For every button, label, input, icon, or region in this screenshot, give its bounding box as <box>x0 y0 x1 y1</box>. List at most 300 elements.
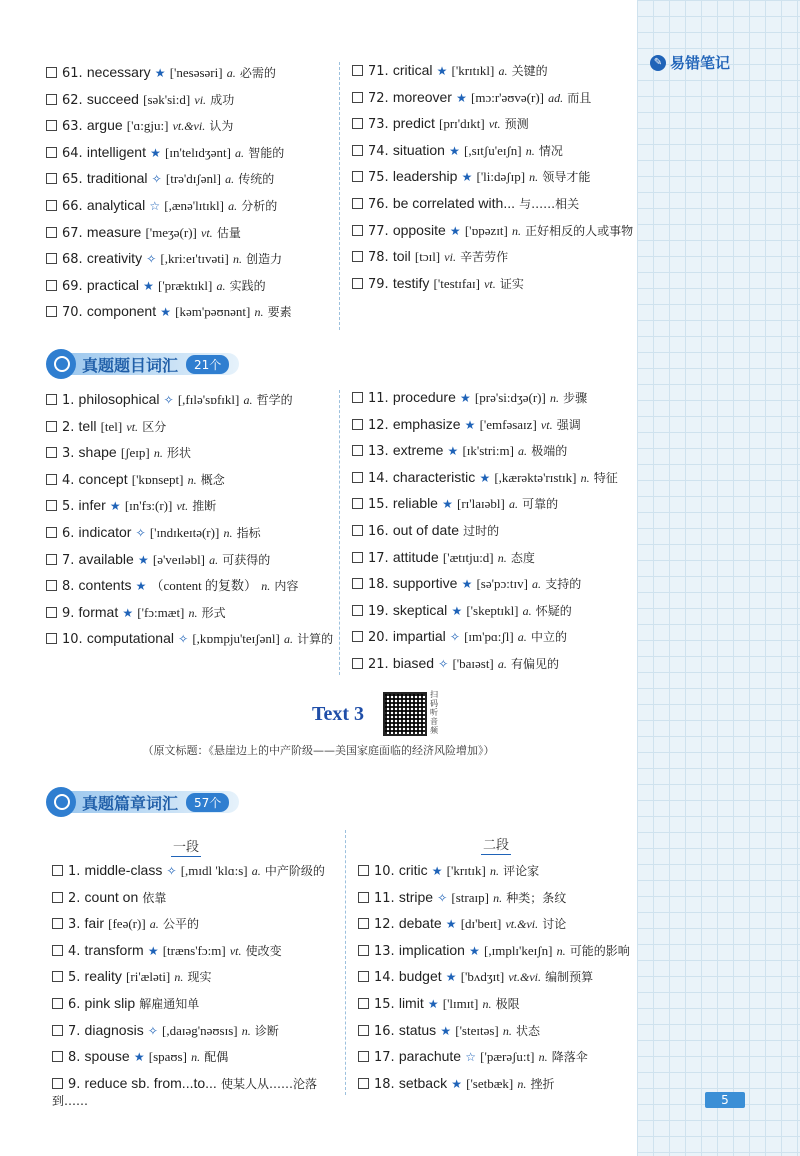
entry-meaning: 传统的 <box>238 172 275 187</box>
checkbox-icon[interactable] <box>352 605 363 616</box>
entry-part-of-speech: vt. <box>488 117 501 132</box>
entry-pronunciation: ['baɪəst] <box>452 655 494 671</box>
checkbox-icon[interactable] <box>352 552 363 563</box>
entry-number: 1. <box>62 393 75 408</box>
entry-number: 14. <box>374 970 395 986</box>
entry-part-of-speech: n. <box>153 446 163 461</box>
entry-word: format <box>78 603 119 620</box>
entry-part-of-speech: n. <box>489 864 499 878</box>
entry-meaning: 必需的 <box>239 66 276 80</box>
checkbox-icon[interactable] <box>358 1025 369 1036</box>
vocab-entry <box>352 62 633 89</box>
vocab-entry <box>52 1075 327 1119</box>
entry-meaning: 有偏见的 <box>511 656 560 671</box>
checkbox-icon[interactable] <box>352 251 363 262</box>
entry-number: 16. <box>368 523 389 539</box>
entry-pronunciation: ['krɪtɪk] <box>446 863 486 878</box>
entry-part-of-speech: n. <box>493 890 503 905</box>
entry-word: practical <box>86 276 139 293</box>
entry-pronunciation: [feə(r)] <box>108 916 146 932</box>
checkbox-icon[interactable] <box>352 145 363 156</box>
entry-word: contents <box>78 577 132 594</box>
entry-pronunciation: ['steɪtəs] <box>455 1022 499 1038</box>
entry-number: 4. <box>62 472 75 488</box>
vocab-entry <box>352 248 633 275</box>
checkbox-icon[interactable] <box>46 67 57 78</box>
checkbox-icon[interactable] <box>352 445 363 456</box>
entry-word: testify <box>392 274 430 291</box>
entry-part-of-speech: n. <box>187 472 197 487</box>
entry-pronunciation: [ə'veɪləbl] <box>152 551 206 567</box>
entry-part-of-speech: n. <box>223 525 233 540</box>
entry-word: pink slip <box>84 994 136 1011</box>
entry-number: 13. <box>368 444 389 460</box>
entry-number: 4. <box>68 943 81 959</box>
entry-meaning: 预测 <box>504 117 529 132</box>
entry-pronunciation: [tel] <box>100 418 123 434</box>
importance-star-icon: ✧ <box>151 172 162 187</box>
checkbox-icon[interactable] <box>46 447 57 458</box>
entry-meaning: 成功 <box>210 92 235 107</box>
checkbox-icon[interactable] <box>352 498 363 509</box>
entry-pronunciation: ['ɪndɪkeɪtə(r)] <box>149 524 220 540</box>
paragraph-label-2: 二段 <box>476 834 516 855</box>
entry-meaning: 分析的 <box>241 198 278 213</box>
checkbox-icon[interactable] <box>46 394 57 405</box>
entry-meaning: 领导才能 <box>542 170 591 185</box>
pencil-icon: ✎ <box>650 55 666 71</box>
entry-number: 18. <box>368 577 389 593</box>
entry-pronunciation: [,kri:eɪ'tɪvəti] <box>160 251 229 267</box>
vocab-entry <box>352 442 618 469</box>
entry-number: 11. <box>374 890 395 906</box>
checkbox-icon[interactable] <box>46 474 57 485</box>
importance-star-icon: ✧ <box>147 1023 158 1038</box>
entry-number: 15. <box>374 996 395 1012</box>
entry-pronunciation: ['setbæk] <box>466 1075 514 1091</box>
importance-star-icon: ★ <box>431 864 443 878</box>
entry-word: transform <box>84 941 144 958</box>
importance-star-icon: ✧ <box>178 632 189 647</box>
importance-star-icon: ★ <box>135 579 147 594</box>
importance-star-icon: ★ <box>122 605 134 620</box>
entry-word: diagnosis <box>84 1021 144 1038</box>
entry-number: 68. <box>62 252 83 268</box>
entry-word: count on <box>84 888 139 905</box>
checkbox-icon[interactable] <box>358 998 369 1009</box>
checkbox-icon[interactable] <box>46 607 57 618</box>
entry-number: 66. <box>62 198 83 214</box>
entry-part-of-speech: n. <box>556 943 566 958</box>
importance-star-icon: ✧ <box>135 525 146 540</box>
entry-number: 79. <box>368 276 389 292</box>
qr-code-icon[interactable] <box>383 692 427 736</box>
entry-word: fair <box>84 915 104 932</box>
entry-meaning: 计算的 <box>297 632 334 647</box>
importance-star-icon: ✧ <box>437 890 448 905</box>
checkbox-icon[interactable] <box>358 892 369 903</box>
entry-word: out of date <box>392 521 459 538</box>
checkbox-icon[interactable] <box>358 865 369 876</box>
entry-pronunciation: [ɪk'stri:m] <box>462 443 514 459</box>
entry-pronunciation: [,fɪlə'sɒfɪkl] <box>177 392 240 407</box>
entry-pronunciation: ['testɪfaɪ] <box>433 275 480 291</box>
vocab-entry <box>46 418 333 445</box>
entry-part-of-speech: vi. <box>444 250 456 265</box>
entry-word: intelligent <box>86 143 146 160</box>
entry-meaning: 评论家 <box>503 864 540 878</box>
checkbox-icon[interactable] <box>46 580 57 591</box>
entry-meaning: 哲学的 <box>256 393 293 407</box>
entry-part-of-speech: a. <box>518 444 528 459</box>
entry-word: status <box>398 1021 437 1038</box>
entry-word: moreover <box>392 88 452 105</box>
entry-pronunciation: [ʃeɪp] <box>120 445 150 461</box>
vocab-entry <box>352 195 633 222</box>
entry-word: supportive <box>392 575 458 592</box>
entry-part-of-speech: a. <box>497 656 507 671</box>
vocab-entry <box>46 471 333 498</box>
checkbox-icon[interactable] <box>52 865 63 876</box>
vocab-entry <box>46 170 292 197</box>
vocab-entry <box>46 604 333 631</box>
checkbox-icon[interactable] <box>352 419 363 430</box>
vocab-entry <box>352 522 618 549</box>
importance-star-icon: ☆ <box>149 198 161 213</box>
vocab-entry <box>358 1022 630 1049</box>
checkbox-icon[interactable] <box>352 472 363 483</box>
entry-pronunciation: ['krɪtɪkl] <box>451 63 495 78</box>
checkbox-icon[interactable] <box>352 525 363 536</box>
entry-word: leadership <box>392 168 458 185</box>
checkbox-icon[interactable] <box>46 147 57 158</box>
entry-meaning: 智能的 <box>248 145 285 160</box>
entry-part-of-speech: a. <box>251 864 261 878</box>
entry-pronunciation: ['lɪmɪt] <box>442 995 479 1011</box>
entry-meaning: 现实 <box>187 970 212 985</box>
checkbox-icon[interactable] <box>52 971 63 982</box>
importance-star-icon: ★ <box>451 603 463 618</box>
checkbox-icon[interactable] <box>352 631 363 642</box>
checkbox-icon[interactable] <box>352 198 363 209</box>
entry-number: 78. <box>368 250 389 266</box>
entry-part-of-speech: a. <box>522 603 532 618</box>
entry-pronunciation: ['bʌdʒɪt] <box>460 969 505 985</box>
vocab-entry <box>46 630 333 657</box>
vocab-entry <box>352 389 618 416</box>
checkbox-icon[interactable] <box>46 200 57 211</box>
entry-number: 19. <box>368 603 389 619</box>
checkbox-icon[interactable] <box>46 527 57 538</box>
note-tag <box>650 52 730 73</box>
entry-number: 61. <box>62 66 83 81</box>
entry-pronunciation: [,sɪtʃu'eɪʃn] <box>464 142 522 158</box>
importance-star-icon: ✧ <box>438 656 449 671</box>
importance-star-icon: ★ <box>147 943 159 958</box>
entry-pronunciation: [prɪ'dɪkt] <box>439 116 485 132</box>
entry-meaning: 证实 <box>499 276 524 291</box>
importance-star-icon: ★ <box>427 996 439 1011</box>
checkbox-icon[interactable] <box>46 421 57 432</box>
entry-part-of-speech: a. <box>228 198 238 213</box>
checkbox-icon[interactable] <box>46 280 57 291</box>
entry-pronunciation: ['ætɪtju:d] <box>442 549 494 565</box>
entry-part-of-speech: n. <box>482 996 492 1011</box>
checkbox-icon[interactable] <box>46 120 57 131</box>
checkbox-icon[interactable] <box>352 658 363 669</box>
entry-meaning: 可能的影响 <box>569 943 630 958</box>
importance-star-icon: ★ <box>442 497 453 512</box>
vocab-entry <box>352 275 633 302</box>
entry-pronunciation: [ɪn'telɪdʒənt] <box>165 144 231 160</box>
importance-star-icon: ★ <box>456 90 467 105</box>
vocab-entry <box>352 416 618 443</box>
checkbox-icon[interactable] <box>352 392 363 403</box>
importance-star-icon: ✧ <box>146 252 157 267</box>
entry-part-of-speech: ad. <box>548 90 564 105</box>
checkbox-icon[interactable] <box>358 1051 369 1062</box>
entry-part-of-speech: a. <box>226 66 236 80</box>
vocab-entry <box>352 628 618 655</box>
entry-number: 12. <box>368 417 389 433</box>
entry-word: limit <box>398 994 424 1011</box>
entry-number: 15. <box>368 497 389 513</box>
entry-number: 65. <box>62 172 83 188</box>
entry-part-of-speech: vt. <box>484 276 496 291</box>
entry-pronunciation: [træns'fɔ:m] <box>162 942 226 958</box>
checkbox-icon[interactable] <box>352 171 363 182</box>
vocab-entry <box>352 89 633 116</box>
vocab-entry <box>352 168 633 195</box>
entry-number: 71. <box>368 64 389 79</box>
entry-word: predict <box>392 115 435 132</box>
checkbox-icon[interactable] <box>52 998 63 1009</box>
entry-pronunciation: ['emfəsaɪz] <box>479 416 537 432</box>
checkbox-icon[interactable] <box>46 253 57 264</box>
vocab-entry <box>52 1022 327 1049</box>
entry-part-of-speech: n. <box>529 170 539 185</box>
entry-word: philosophical <box>78 391 160 407</box>
vocab-entry <box>46 391 333 418</box>
entry-number: 7. <box>62 552 75 568</box>
checkbox-icon[interactable] <box>46 173 57 184</box>
importance-star-icon: ★ <box>436 64 448 78</box>
checkbox-icon[interactable] <box>52 1051 63 1062</box>
checkbox-icon[interactable] <box>46 633 57 644</box>
importance-star-icon: ✧ <box>163 393 174 407</box>
checkbox-icon[interactable] <box>358 971 369 982</box>
checkbox-icon[interactable] <box>352 65 363 76</box>
entry-meaning: 关键的 <box>511 64 548 78</box>
entry-word: infer <box>78 497 106 514</box>
vocab-entry <box>358 862 630 889</box>
entry-pronunciation: [spaʊs] <box>148 1049 187 1065</box>
importance-star-icon: ★ <box>137 552 149 567</box>
entry-pronunciation: ['li:dəʃɪp] <box>476 169 526 185</box>
entry-number: 10. <box>374 864 395 879</box>
checkbox-icon[interactable] <box>52 1078 63 1089</box>
checkbox-icon[interactable] <box>46 500 57 511</box>
entry-number: 6. <box>62 525 75 541</box>
entry-part-of-speech: n. <box>580 470 590 485</box>
checkbox-icon[interactable] <box>52 892 63 903</box>
entry-word: tell <box>78 417 97 434</box>
vocab-entry <box>358 942 630 969</box>
entry-word: argue <box>86 117 123 134</box>
vocab-entry <box>52 942 327 969</box>
entry-part-of-speech: vt.&vi. <box>505 917 539 932</box>
entry-word: debate <box>398 915 442 932</box>
vocab-entry <box>352 549 618 576</box>
entry-part-of-speech: a. <box>149 917 159 932</box>
section2-left-list <box>46 391 333 657</box>
checkbox-icon[interactable] <box>46 306 57 317</box>
importance-star-icon: ★ <box>109 499 121 514</box>
section3-header <box>46 790 239 814</box>
entry-pronunciation: [mɔ:r'əʊvə(r)] <box>471 89 545 105</box>
vocab-entry <box>358 995 630 1022</box>
vocab-entry <box>46 524 333 551</box>
entry-part-of-speech: n. <box>549 391 559 405</box>
checkbox-icon[interactable] <box>352 278 363 289</box>
paragraph-label-1: 一段 <box>166 836 206 857</box>
entry-word: computational <box>86 630 174 647</box>
entry-meaning: 区分 <box>142 419 167 434</box>
entry-word: reduce sb. from...to... <box>84 1074 217 1091</box>
entry-part-of-speech: vt.&vi. <box>172 119 206 134</box>
entry-meaning: 认为 <box>209 119 234 134</box>
entry-meaning: 强调 <box>556 417 581 432</box>
checkbox-icon[interactable] <box>358 945 369 956</box>
entry-number: 8. <box>62 579 75 595</box>
vocab-entry <box>46 444 333 471</box>
entry-meaning: 讨论 <box>542 917 567 932</box>
entry-word: be correlated with... <box>392 194 515 211</box>
entry-pronunciation: [ɪm'pɑ:ʃl] <box>464 629 514 645</box>
entry-part-of-speech: vt. <box>126 419 139 434</box>
vocab-entry <box>52 889 327 916</box>
vocab-entry <box>46 144 292 171</box>
entry-part-of-speech: n. <box>191 1050 201 1065</box>
entry-word: spouse <box>84 1048 130 1065</box>
checkbox-icon[interactable] <box>352 578 363 589</box>
importance-star-icon: ★ <box>445 970 457 985</box>
entry-number: 70. <box>62 305 83 321</box>
entry-word: parachute <box>398 1048 462 1065</box>
entry-word: critical <box>392 62 433 78</box>
vocab-entry <box>46 497 333 524</box>
entry-part-of-speech: vt.&vi. <box>508 970 541 985</box>
checkbox-icon[interactable] <box>52 1025 63 1036</box>
entry-meaning: 依靠 <box>142 890 167 905</box>
entry-word: impartial <box>392 628 446 645</box>
vocab-entry <box>46 117 292 144</box>
entry-meaning: 特征 <box>593 470 618 485</box>
entry-word: middle-class <box>84 862 163 878</box>
entry-pronunciation: ['pærəʃu:t] <box>480 1049 535 1065</box>
checkbox-icon[interactable] <box>52 918 63 929</box>
checkbox-icon[interactable] <box>52 945 63 956</box>
entry-word: attitude <box>392 548 439 565</box>
checkbox-icon[interactable] <box>358 918 369 929</box>
entry-number: 73. <box>368 117 389 133</box>
entry-pronunciation: ['meʒə(r)] <box>145 224 197 240</box>
checkbox-icon[interactable] <box>46 94 57 105</box>
entry-meaning: 可获得的 <box>222 552 271 567</box>
entry-part-of-speech: a. <box>209 552 219 567</box>
entry-meaning: 过时的 <box>463 523 500 538</box>
importance-star-icon: ★ <box>447 444 459 459</box>
entry-word: component <box>86 303 157 320</box>
vocab-entry <box>352 469 618 496</box>
vocab-entry <box>46 197 292 224</box>
entry-pronunciation: [kəm'pəʊnənt] <box>175 304 251 320</box>
entry-meaning: 怀疑的 <box>535 603 572 618</box>
column-divider <box>339 62 340 330</box>
vocab-entry <box>358 968 630 995</box>
column-divider <box>345 830 346 1095</box>
entry-number: 69. <box>62 278 83 294</box>
entry-pronunciation: [,kɒmpju'teɪʃənl] <box>192 631 280 647</box>
entry-part-of-speech: n. <box>525 143 535 158</box>
checkbox-icon[interactable] <box>352 118 363 129</box>
entry-number: 72. <box>368 90 389 106</box>
entry-word: available <box>78 550 134 567</box>
vocab-entry <box>352 222 633 249</box>
entry-meaning: 中产阶级的 <box>264 864 325 878</box>
entry-number: 74. <box>368 143 389 159</box>
entry-pronunciation: ['nesəsəri] <box>169 65 223 80</box>
checkbox-icon[interactable] <box>352 92 363 103</box>
entry-meaning: 步骤 <box>563 391 588 405</box>
section3-left-list <box>52 862 327 1119</box>
entry-word: stripe <box>398 888 434 905</box>
vocab-entry <box>352 115 633 142</box>
vocab-entry <box>46 91 292 118</box>
importance-star-icon: ★ <box>469 943 480 958</box>
entry-meaning: 态度 <box>510 550 535 565</box>
entry-number: 14. <box>368 470 389 486</box>
entry-meaning: 形状 <box>167 446 192 461</box>
entry-meaning: 与……相关 <box>519 196 580 211</box>
entry-pronunciation: [trə'dɪʃənl] <box>165 171 221 187</box>
entry-meaning: 情况 <box>538 143 563 158</box>
entry-part-of-speech: a. <box>243 393 253 407</box>
entry-pronunciation: [prə'si:dʒə(r)] <box>474 390 546 405</box>
entry-part-of-speech: vt. <box>201 225 213 240</box>
importance-star-icon: ★ <box>460 391 471 405</box>
importance-star-icon: ✧ <box>166 864 177 878</box>
checkbox-icon[interactable] <box>358 1078 369 1089</box>
section2-header <box>46 352 239 376</box>
entry-part-of-speech: a. <box>283 632 293 647</box>
entry-part-of-speech: n. <box>254 305 264 320</box>
checkbox-icon[interactable] <box>46 554 57 565</box>
entry-part-of-speech: a. <box>235 145 245 160</box>
entry-part-of-speech: n. <box>512 223 522 238</box>
entry-number: 13. <box>374 943 395 959</box>
vocab-entry <box>358 1048 630 1075</box>
entry-number: 67. <box>62 225 83 241</box>
entry-number: 21. <box>368 656 389 672</box>
checkbox-icon[interactable] <box>352 225 363 236</box>
entry-meaning: 而且 <box>567 90 592 105</box>
importance-star-icon: ☆ <box>465 1050 477 1065</box>
magnifier-icon <box>46 349 76 379</box>
entry-part-of-speech: a. <box>517 630 527 645</box>
entry-part-of-speech: n. <box>174 970 184 985</box>
checkbox-icon[interactable] <box>46 227 57 238</box>
